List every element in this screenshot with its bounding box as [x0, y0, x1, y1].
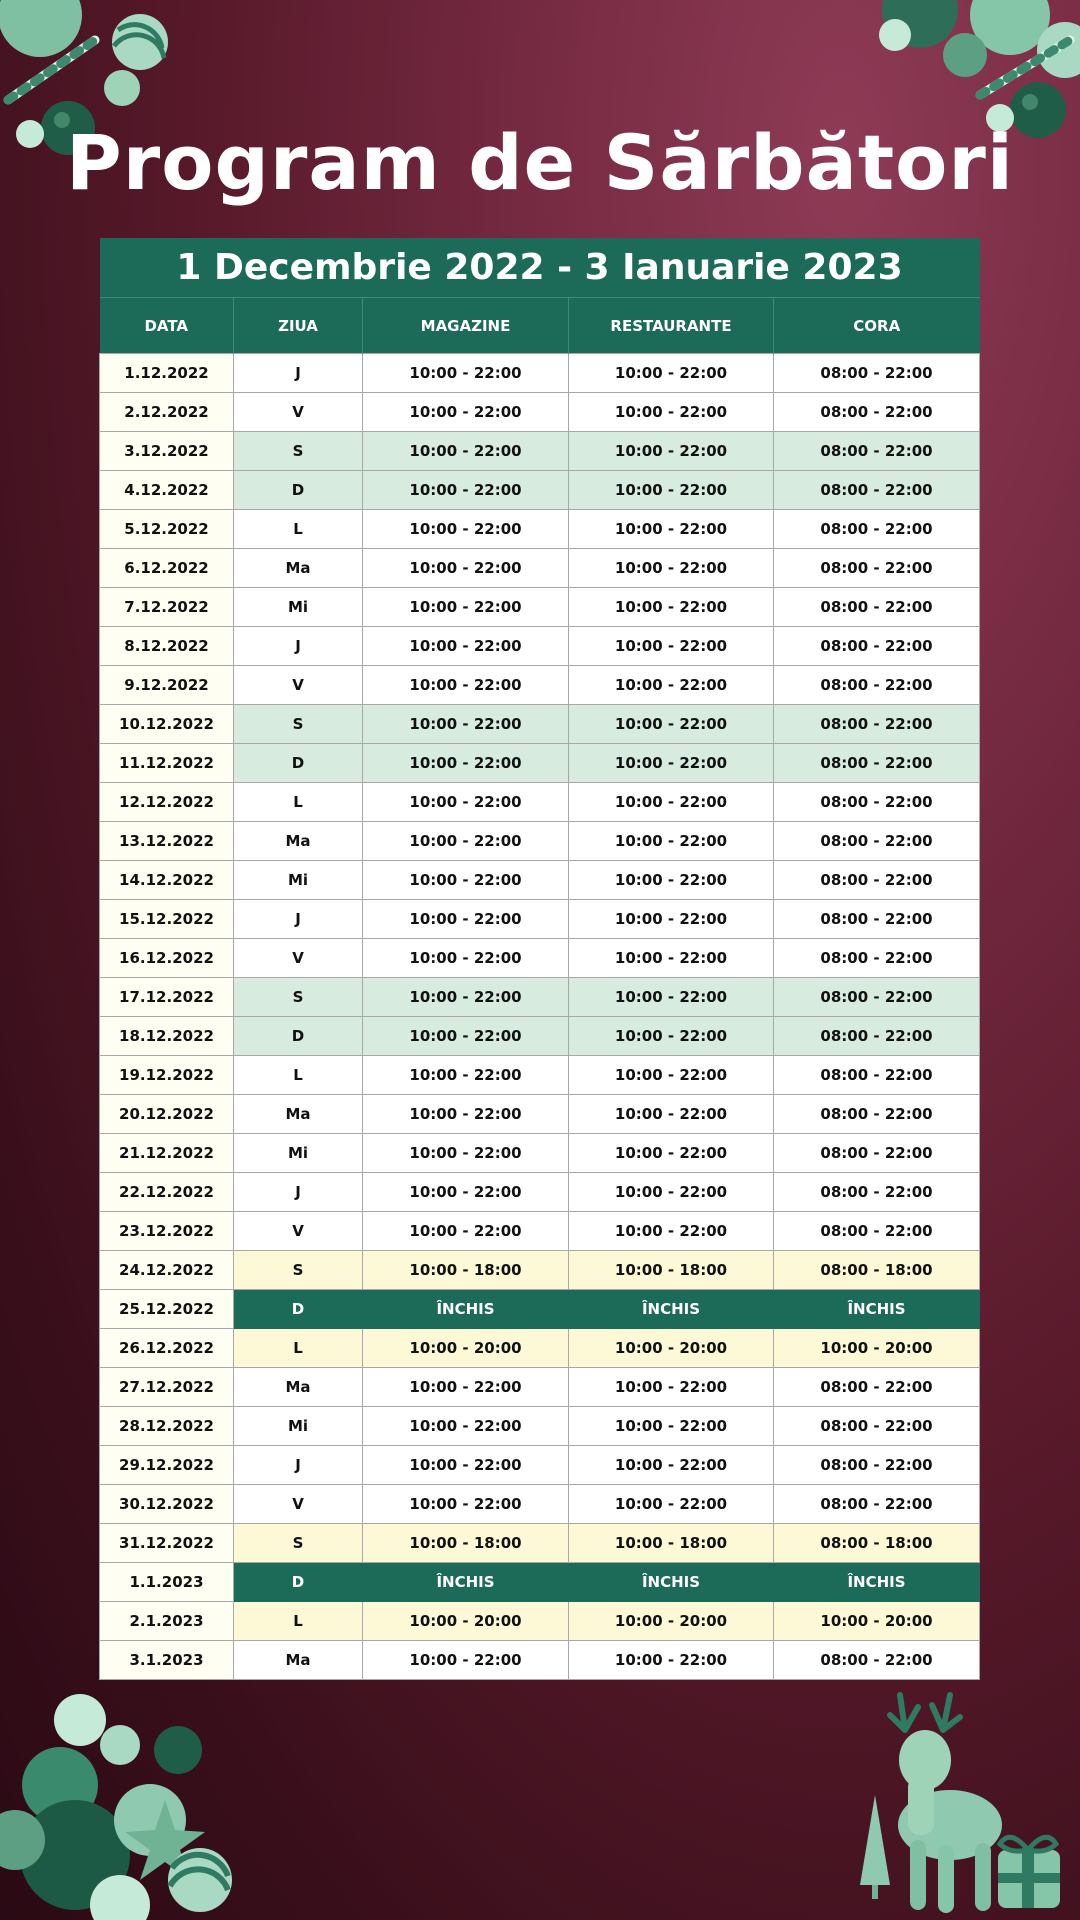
day-cell: S [234, 1524, 363, 1563]
table-row [100, 1251, 980, 1290]
shops-hours-cell: 10:00 - 22:00 [363, 588, 569, 627]
restaurants-hours-cell: 10:00 - 22:00 [569, 1641, 774, 1680]
shops-hours-cell: 10:00 - 22:00 [363, 1056, 569, 1095]
cora-hours-cell: 08:00 - 22:00 [774, 471, 980, 510]
column-header-cora: CORA [774, 298, 980, 354]
cora-hours-cell: 10:00 - 20:00 [774, 1602, 980, 1641]
restaurants-hours-cell: 10:00 - 22:00 [569, 393, 774, 432]
table-row [100, 1173, 980, 1212]
table-row [100, 627, 980, 666]
day-cell: L [234, 783, 363, 822]
day-cell: L [234, 1602, 363, 1641]
shops-hours-cell: ÎNCHIS [363, 1290, 569, 1329]
restaurants-hours-cell: 10:00 - 18:00 [569, 1251, 774, 1290]
shops-hours-cell: 10:00 - 22:00 [363, 1173, 569, 1212]
shops-hours-cell: 10:00 - 22:00 [363, 549, 569, 588]
shops-hours-cell: 10:00 - 22:00 [363, 1641, 569, 1680]
restaurants-hours-cell: 10:00 - 22:00 [569, 822, 774, 861]
day-cell: Ma [234, 549, 363, 588]
cora-hours-cell: 08:00 - 22:00 [774, 1134, 980, 1173]
shops-hours-cell: 10:00 - 22:00 [363, 354, 569, 393]
day-cell: D [234, 1563, 363, 1602]
day-cell: L [234, 1329, 363, 1368]
restaurants-hours-cell: 10:00 - 22:00 [569, 471, 774, 510]
table-row [100, 900, 980, 939]
cora-hours-cell: 08:00 - 18:00 [774, 1524, 980, 1563]
shops-hours-cell: 10:00 - 22:00 [363, 978, 569, 1017]
cora-hours-cell: 08:00 - 22:00 [774, 1095, 980, 1134]
day-cell: Mi [234, 1134, 363, 1173]
page-title: Program de Sărbători [66, 118, 1014, 207]
day-cell: D [234, 471, 363, 510]
day-cell: J [234, 1173, 363, 1212]
shops-hours-cell: 10:00 - 18:00 [363, 1251, 569, 1290]
table-row [100, 588, 980, 627]
restaurants-hours-cell: 10:00 - 22:00 [569, 861, 774, 900]
date-cell: 18.12.2022 [100, 1017, 234, 1056]
cora-hours-cell: 08:00 - 22:00 [774, 939, 980, 978]
cora-hours-cell: 08:00 - 22:00 [774, 705, 980, 744]
restaurants-hours-cell: 10:00 - 20:00 [569, 1602, 774, 1641]
date-cell: 19.12.2022 [100, 1056, 234, 1095]
cora-hours-cell: 08:00 - 22:00 [774, 1173, 980, 1212]
shops-hours-cell: 10:00 - 22:00 [363, 900, 569, 939]
day-cell: Ma [234, 1368, 363, 1407]
table-row [100, 1290, 980, 1329]
restaurants-hours-cell: 10:00 - 22:00 [569, 666, 774, 705]
cora-hours-cell: 08:00 - 22:00 [774, 1056, 980, 1095]
restaurants-hours-cell: 10:00 - 22:00 [569, 705, 774, 744]
day-cell: L [234, 1056, 363, 1095]
table-row [100, 1017, 980, 1056]
cora-hours-cell: 08:00 - 22:00 [774, 627, 980, 666]
date-cell: 28.12.2022 [100, 1407, 234, 1446]
table-row [100, 510, 980, 549]
christmas-tree-icon [860, 1795, 890, 1885]
shops-hours-cell: 10:00 - 20:00 [363, 1329, 569, 1368]
day-cell: Mi [234, 588, 363, 627]
restaurants-hours-cell: 10:00 - 22:00 [569, 627, 774, 666]
cora-hours-cell: 08:00 - 22:00 [774, 549, 980, 588]
cora-hours-cell: 08:00 - 22:00 [774, 588, 980, 627]
date-cell: 21.12.2022 [100, 1134, 234, 1173]
shops-hours-cell: 10:00 - 22:00 [363, 1212, 569, 1251]
shops-hours-cell: 10:00 - 22:00 [363, 1368, 569, 1407]
date-cell: 24.12.2022 [100, 1251, 234, 1290]
day-cell: V [234, 393, 363, 432]
table-row [100, 822, 980, 861]
table-row [100, 1407, 980, 1446]
restaurants-hours-cell: 10:00 - 22:00 [569, 900, 774, 939]
table-row [100, 666, 980, 705]
shops-hours-cell: 10:00 - 22:00 [363, 666, 569, 705]
restaurants-hours-cell: 10:00 - 22:00 [569, 1017, 774, 1056]
date-cell: 3.12.2022 [100, 432, 234, 471]
table-row [100, 471, 980, 510]
column-header-day: ZIUA [234, 298, 363, 354]
table-row [100, 1368, 980, 1407]
table-row [100, 1641, 980, 1680]
table-row [100, 978, 980, 1017]
date-cell: 10.12.2022 [100, 705, 234, 744]
table-row [100, 1212, 980, 1251]
reindeer-figurine-icon [830, 1665, 1080, 1920]
shops-hours-cell: 10:00 - 22:00 [363, 744, 569, 783]
date-cell: 7.12.2022 [100, 588, 234, 627]
day-cell: D [234, 744, 363, 783]
day-cell: Ma [234, 1095, 363, 1134]
day-cell: S [234, 432, 363, 471]
shops-hours-cell: 10:00 - 22:00 [363, 783, 569, 822]
restaurants-hours-cell: 10:00 - 22:00 [569, 939, 774, 978]
restaurants-hours-cell: 10:00 - 22:00 [569, 978, 774, 1017]
table-row [100, 1602, 980, 1641]
restaurants-hours-cell: ÎNCHIS [569, 1290, 774, 1329]
day-cell: V [234, 1485, 363, 1524]
day-cell: V [234, 666, 363, 705]
shops-hours-cell: 10:00 - 22:00 [363, 1017, 569, 1056]
column-header-restaurants: RESTAURANTE [569, 298, 774, 354]
date-cell: 1.1.2023 [100, 1563, 234, 1602]
cora-hours-cell: 08:00 - 22:00 [774, 1212, 980, 1251]
table-row [100, 549, 980, 588]
date-range-row [100, 238, 980, 298]
ornament-cluster-icon [0, 1690, 240, 1920]
cora-hours-cell: 08:00 - 22:00 [774, 744, 980, 783]
date-cell: 5.12.2022 [100, 510, 234, 549]
cora-hours-cell: 08:00 - 18:00 [774, 1251, 980, 1290]
cora-hours-cell: 08:00 - 22:00 [774, 1641, 980, 1680]
table-row [100, 939, 980, 978]
date-cell: 14.12.2022 [100, 861, 234, 900]
date-range-heading: 1 Decembrie 2022 - 3 Ianuarie 2023 [100, 238, 980, 298]
table-row [100, 393, 980, 432]
date-cell: 31.12.2022 [100, 1524, 234, 1563]
cora-hours-cell: ÎNCHIS [774, 1290, 980, 1329]
table-row [100, 705, 980, 744]
restaurants-hours-cell: 10:00 - 22:00 [569, 354, 774, 393]
day-cell: J [234, 1446, 363, 1485]
date-cell: 3.1.2023 [100, 1641, 234, 1680]
shops-hours-cell: 10:00 - 22:00 [363, 471, 569, 510]
cora-hours-cell: 08:00 - 22:00 [774, 861, 980, 900]
shops-hours-cell: 10:00 - 22:00 [363, 393, 569, 432]
shops-hours-cell: 10:00 - 22:00 [363, 432, 569, 471]
day-cell: V [234, 939, 363, 978]
shops-hours-cell: 10:00 - 22:00 [363, 627, 569, 666]
day-cell: L [234, 510, 363, 549]
restaurants-hours-cell: 10:00 - 22:00 [569, 588, 774, 627]
cora-hours-cell: 08:00 - 22:00 [774, 900, 980, 939]
date-cell: 8.12.2022 [100, 627, 234, 666]
day-cell: Mi [234, 861, 363, 900]
shops-hours-cell: ÎNCHIS [363, 1563, 569, 1602]
date-cell: 20.12.2022 [100, 1095, 234, 1134]
date-cell: 4.12.2022 [100, 471, 234, 510]
day-cell: J [234, 900, 363, 939]
day-cell: J [234, 627, 363, 666]
shops-hours-cell: 10:00 - 22:00 [363, 1446, 569, 1485]
shops-hours-cell: 10:00 - 18:00 [363, 1524, 569, 1563]
table-row [100, 432, 980, 471]
cora-hours-cell: 08:00 - 22:00 [774, 1368, 980, 1407]
cora-hours-cell: 10:00 - 20:00 [774, 1329, 980, 1368]
shops-hours-cell: 10:00 - 22:00 [363, 1134, 569, 1173]
restaurants-hours-cell: 10:00 - 22:00 [569, 510, 774, 549]
day-cell: Ma [234, 1641, 363, 1680]
date-cell: 27.12.2022 [100, 1368, 234, 1407]
cora-hours-cell: 08:00 - 22:00 [774, 510, 980, 549]
table-row [100, 1524, 980, 1563]
day-cell: Ma [234, 822, 363, 861]
shops-hours-cell: 10:00 - 22:00 [363, 1407, 569, 1446]
date-cell: 22.12.2022 [100, 1173, 234, 1212]
date-cell: 25.12.2022 [100, 1290, 234, 1329]
shops-hours-cell: 10:00 - 20:00 [363, 1602, 569, 1641]
date-cell: 16.12.2022 [100, 939, 234, 978]
cora-hours-cell: 08:00 - 22:00 [774, 978, 980, 1017]
date-cell: 29.12.2022 [100, 1446, 234, 1485]
date-cell: 23.12.2022 [100, 1212, 234, 1251]
restaurants-hours-cell: 10:00 - 22:00 [569, 1485, 774, 1524]
restaurants-hours-cell: 10:00 - 22:00 [569, 1095, 774, 1134]
date-cell: 1.12.2022 [100, 354, 234, 393]
date-cell: 12.12.2022 [100, 783, 234, 822]
restaurants-hours-cell: 10:00 - 22:00 [569, 1407, 774, 1446]
date-cell: 6.12.2022 [100, 549, 234, 588]
column-header-date: DATA [100, 298, 234, 354]
day-cell: D [234, 1290, 363, 1329]
table-row [100, 783, 980, 822]
date-cell: 26.12.2022 [100, 1329, 234, 1368]
restaurants-hours-cell: 10:00 - 22:00 [569, 1368, 774, 1407]
cora-hours-cell: 08:00 - 22:00 [774, 393, 980, 432]
shops-hours-cell: 10:00 - 22:00 [363, 1485, 569, 1524]
cora-hours-cell: 08:00 - 22:00 [774, 783, 980, 822]
restaurants-hours-cell: 10:00 - 22:00 [569, 549, 774, 588]
table-row [100, 744, 980, 783]
date-cell: 17.12.2022 [100, 978, 234, 1017]
table-row [100, 1563, 980, 1602]
table-row [100, 1056, 980, 1095]
cora-hours-cell: 08:00 - 22:00 [774, 666, 980, 705]
cora-hours-cell: 08:00 - 22:00 [774, 432, 980, 471]
restaurants-hours-cell: 10:00 - 22:00 [569, 783, 774, 822]
table-row [100, 1485, 980, 1524]
day-cell: V [234, 1212, 363, 1251]
date-cell: 11.12.2022 [100, 744, 234, 783]
day-cell: J [234, 354, 363, 393]
restaurants-hours-cell: ÎNCHIS [569, 1563, 774, 1602]
restaurants-hours-cell: 10:00 - 18:00 [569, 1524, 774, 1563]
table-row [100, 1095, 980, 1134]
table-row [100, 1329, 980, 1368]
date-cell: 30.12.2022 [100, 1485, 234, 1524]
cora-hours-cell: 08:00 - 22:00 [774, 1485, 980, 1524]
restaurants-hours-cell: 10:00 - 22:00 [569, 744, 774, 783]
date-cell: 13.12.2022 [100, 822, 234, 861]
shops-hours-cell: 10:00 - 22:00 [363, 939, 569, 978]
shops-hours-cell: 10:00 - 22:00 [363, 705, 569, 744]
schedule-table [99, 238, 980, 1680]
cora-hours-cell: 08:00 - 22:00 [774, 1446, 980, 1485]
date-cell: 2.12.2022 [100, 393, 234, 432]
cora-hours-cell: ÎNCHIS [774, 1563, 980, 1602]
column-header-shops: MAGAZINE [363, 298, 569, 354]
cora-hours-cell: 08:00 - 22:00 [774, 354, 980, 393]
day-cell: D [234, 1017, 363, 1056]
restaurants-hours-cell: 10:00 - 22:00 [569, 1446, 774, 1485]
day-cell: S [234, 978, 363, 1017]
table-row [100, 354, 980, 393]
day-cell: S [234, 705, 363, 744]
date-cell: 15.12.2022 [100, 900, 234, 939]
date-cell: 9.12.2022 [100, 666, 234, 705]
cora-hours-cell: 08:00 - 22:00 [774, 822, 980, 861]
column-header-row [100, 298, 980, 354]
date-cell: 2.1.2023 [100, 1602, 234, 1641]
cora-hours-cell: 08:00 - 22:00 [774, 1017, 980, 1056]
restaurants-hours-cell: 10:00 - 22:00 [569, 1056, 774, 1095]
restaurants-hours-cell: 10:00 - 22:00 [569, 1212, 774, 1251]
shops-hours-cell: 10:00 - 22:00 [363, 1095, 569, 1134]
shops-hours-cell: 10:00 - 22:00 [363, 822, 569, 861]
shops-hours-cell: 10:00 - 22:00 [363, 510, 569, 549]
cora-hours-cell: 08:00 - 22:00 [774, 1407, 980, 1446]
restaurants-hours-cell: 10:00 - 22:00 [569, 1173, 774, 1212]
table-row [100, 1134, 980, 1173]
table-row [100, 1446, 980, 1485]
restaurants-hours-cell: 10:00 - 22:00 [569, 432, 774, 471]
restaurants-hours-cell: 10:00 - 22:00 [569, 1134, 774, 1173]
shops-hours-cell: 10:00 - 22:00 [363, 861, 569, 900]
day-cell: S [234, 1251, 363, 1290]
restaurants-hours-cell: 10:00 - 20:00 [569, 1329, 774, 1368]
table-row [100, 861, 980, 900]
day-cell: Mi [234, 1407, 363, 1446]
